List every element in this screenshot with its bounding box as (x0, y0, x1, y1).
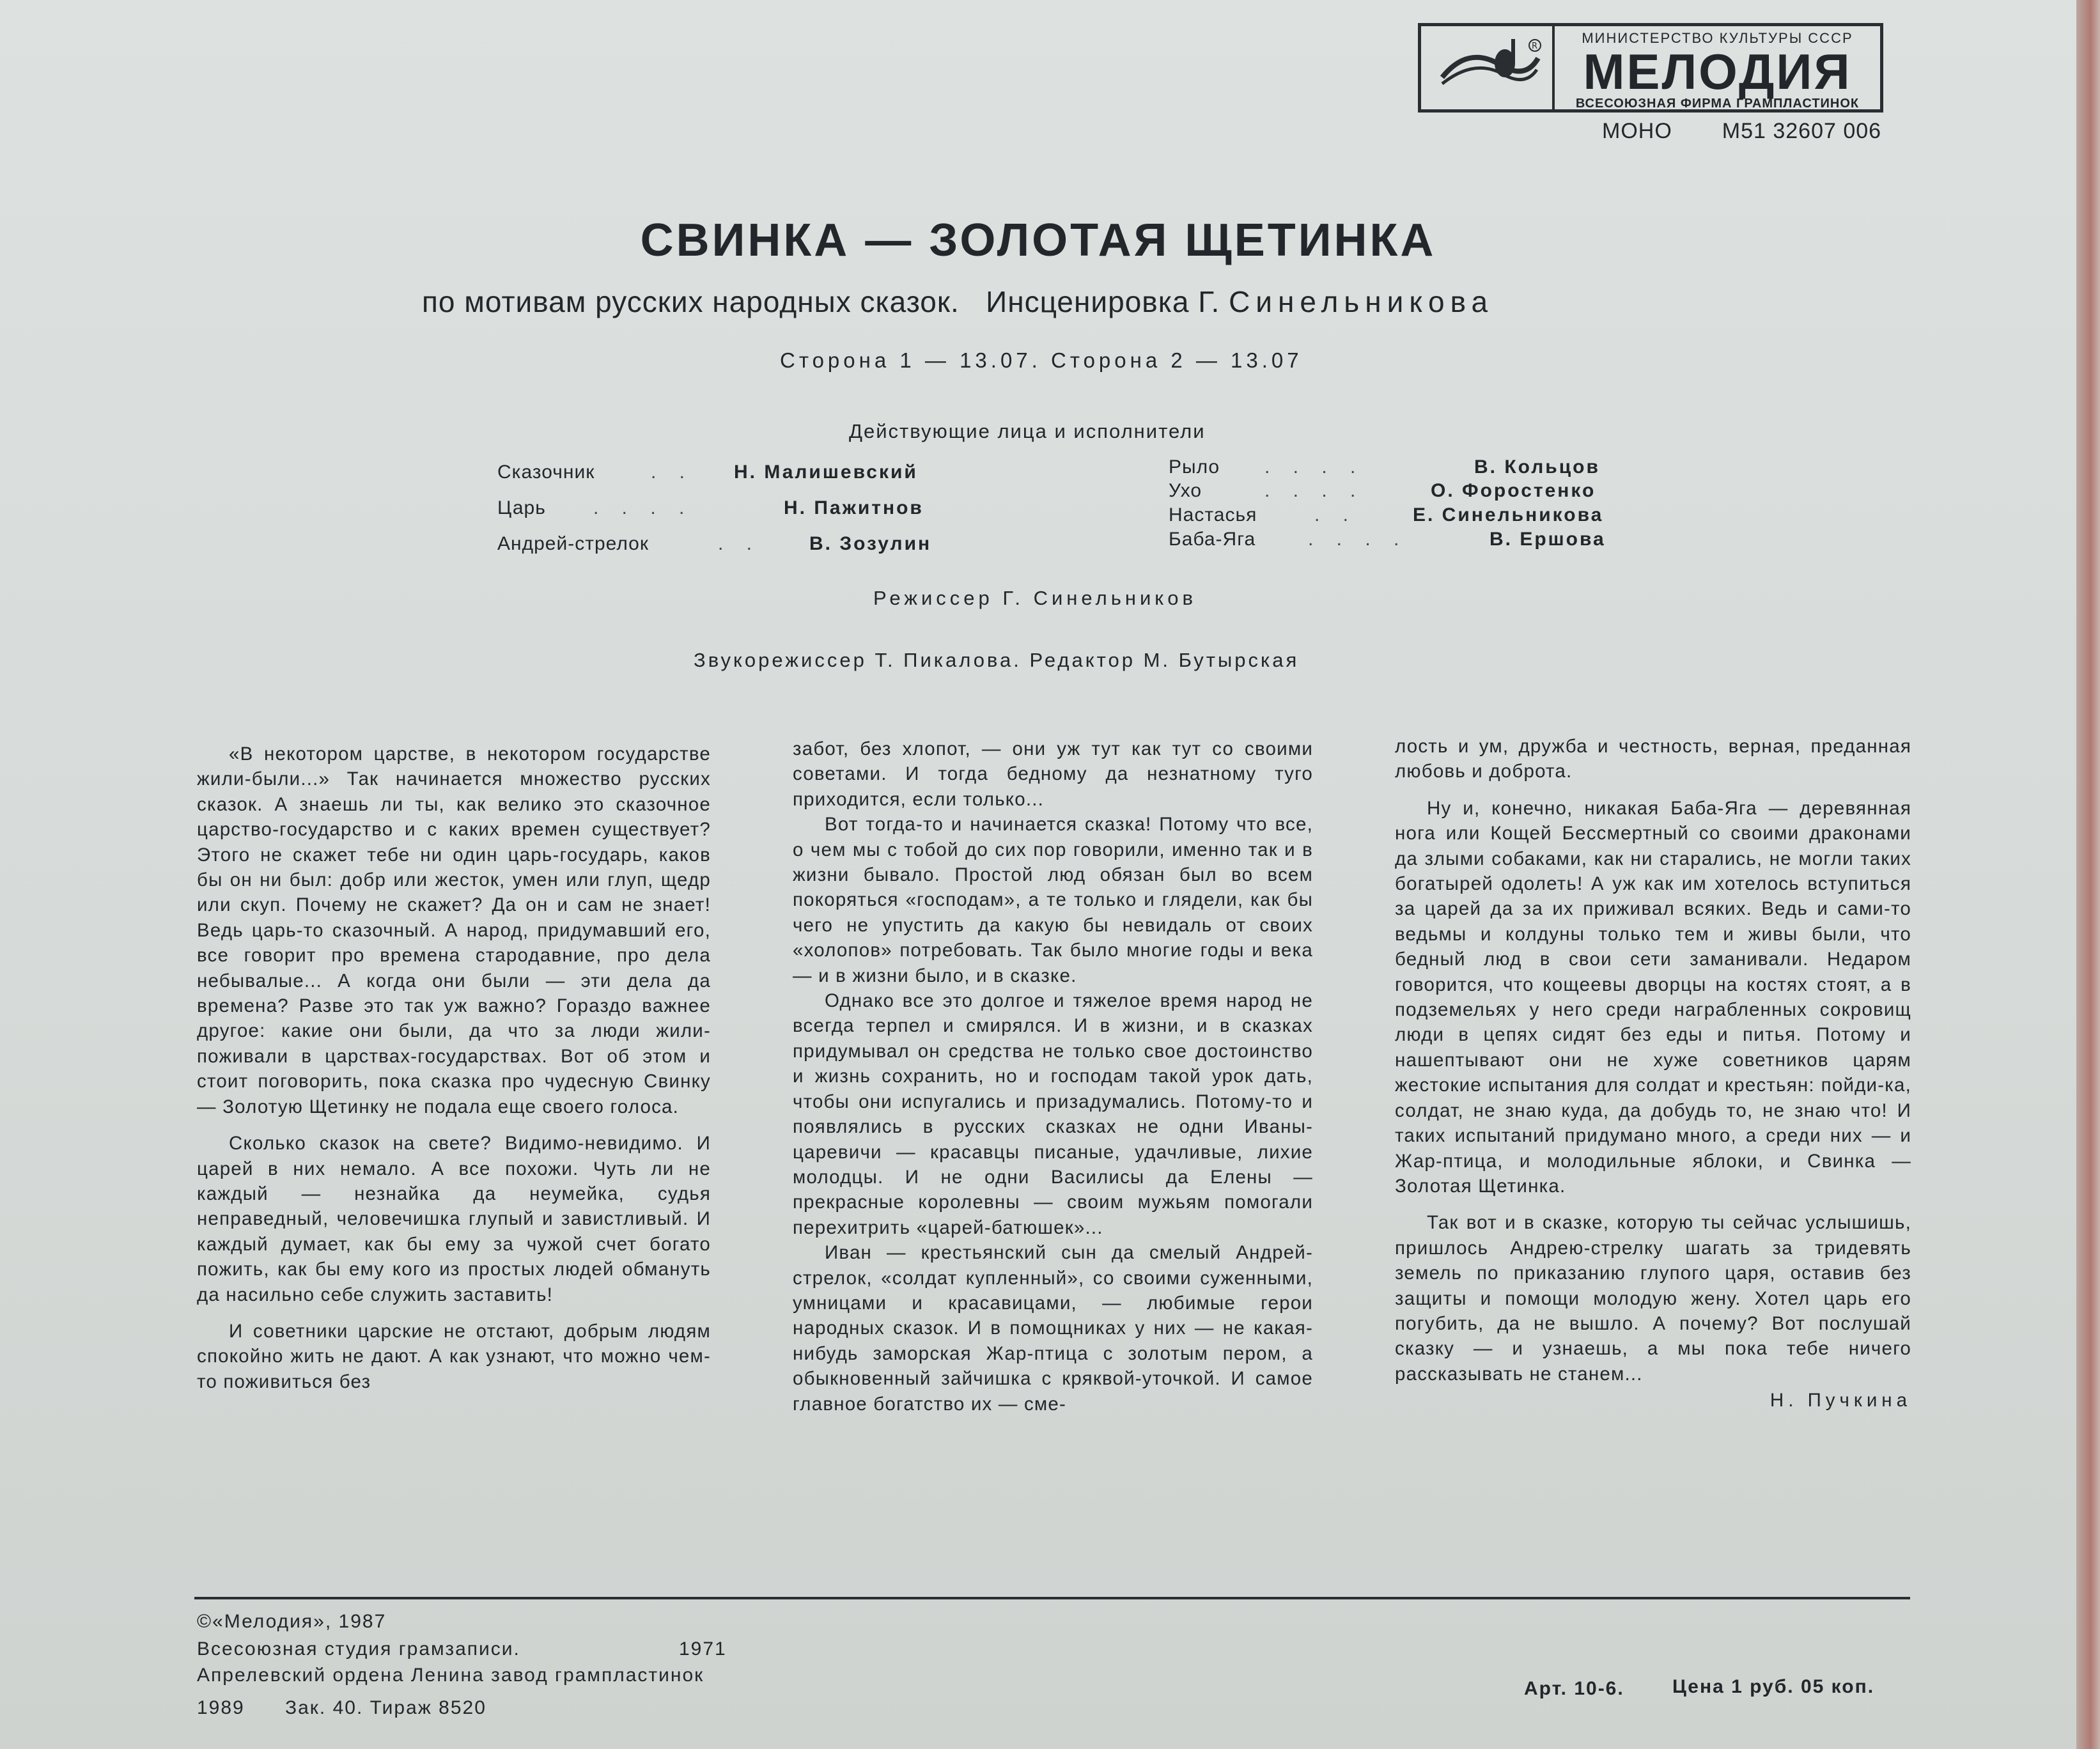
order-info: Зак. 40. Тираж 8520 (285, 1697, 486, 1718)
paragraph: Так вот и в сказке, которую ты сейчас услышишь, пришлось Андрею-стрелку шагать за тридевять земель по приказанию глупого царя, оставив без защиты и помощи молодую жену. Хотел царь его погубить, да не вышло. А почему? Вот послушай сказку — и узнаешь, а мы пока тебе ничего рассказывать не станем... (1395, 1212, 1911, 1385)
paragraph: И советники царские не отстают, добрым людям спокойно жить не дают. А как узнают, что можно чем-то поживиться без (197, 1320, 711, 1392)
cast-role: Андрей-стрелок (497, 533, 649, 554)
cast-dots: . . . . (1264, 456, 1365, 478)
paragraph: Вот тогда-то и начинается сказка! Потому что все, о чем мы с тобой до сих пор говорили, именно так и в жизни бывало. Простой люд обязан был во всем покоряться «господам», а те только и глядели, как бы чего не упустить да какую бы невидаль от своих «холопов» потребовать. Так было многие годы и века — и в жизни было, и в сказке. (793, 814, 1313, 986)
sound-editor-credit: Звукорежиссер Т. Пикалова. Редактор М. Бутырская (694, 649, 1300, 671)
subtitle-author: Синельникова (1229, 285, 1494, 318)
cast-role: Царь (497, 497, 546, 518)
text-column-3 (1395, 734, 1911, 1413)
cast-row (1169, 456, 1600, 478)
text-column-2 (793, 736, 1313, 1417)
footer-divider (194, 1597, 1910, 1599)
paragraph: Сколько сказок на свете? Видимо-невидимо. И царей в них немало. А все похожи. Чуть ли не каждый — незнайка да неумейка, судья неправедный, человечишка глупый и завистливый. И каждый думает, как бы ему за чужой счет богато пожить, как бы ему кого из простых людей обмануть да насильно себе служить заставить! (197, 1133, 711, 1305)
catalog-number: М51 32607 006 (1722, 119, 1882, 143)
album-title: СВИНКА — ЗОЛОТАЯ ЩЕТИНКА (640, 215, 1436, 266)
paragraph: «В некотором царстве, в некотором государстве жили-были...» Так начинается множество русских сказок. А знаешь ли ты, как велико это сказочное царство-государство и с каких времен существует? Этого не скажет тебе ни один царь-государь, каков бы он ни был: добр или жесток, умен или глуп, щедр или скуп. Почему не скажет? Да он и сам не знает! Ведь царь-то сказочный. А народ, придумавший его, все говорит про времена стародавние, про дела небывалые... А когда они были — эти дела да времена? Разве это так уж важно? Гораздо важнее другое: какие они были, да что за люди жили-поживали в царствах-государствах. Вот об этом и стоит поговорить, пока сказка про чудесную Свинку — Золотую Щетинку не подала еще своего голоса. (197, 743, 711, 1117)
cast-actor: В. Зозулин (809, 533, 932, 554)
melodiya-logo (1418, 23, 1883, 113)
plant: Апрелевский ордена Ленина завод грампластинок (197, 1665, 704, 1686)
logo-ministry-line: МИНИСТЕРСТВО КУЛЬТУРЫ СССР (1582, 30, 1853, 46)
print-year: 1989 (197, 1697, 245, 1718)
melodiya-emblem-icon (1421, 26, 1555, 109)
cast-row (1169, 529, 1606, 550)
subtitle-source: по мотивам русских народных сказок. (422, 285, 960, 318)
sleeve-edge (2076, 0, 2100, 1749)
cast-dots: . . (1314, 504, 1358, 525)
text-column-1 (197, 742, 711, 1394)
cast-row (497, 533, 932, 555)
cast-row (497, 462, 918, 483)
studio-year: 1971 (679, 1638, 727, 1660)
cast-actor: В. Ершова (1489, 529, 1606, 550)
paragraph: лость и ум, дружба и честность, верная, преданная любовь и доброта. (1395, 736, 1911, 782)
paragraph: Иван — крестьянский сын да смелый Андрей-стрелок, «солдат купленный», со своими суженными, умницами и красавицами, — любимые герои народных сказок. И в помощниках у них — не какая-нибудь заморская Жар-птица с золотым пером, а обыкновенный зайчишка с кряквой-уточкой. И самое главное богатство их — сме- (793, 1242, 1313, 1415)
copyright: ©«Мелодия», 1987 (197, 1611, 387, 1632)
paragraph: Ну и, конечно, никакая Баба-Яга — деревянная нога или Кощей Бессмертный со своими драконами да злыми собаками, как ни старались, не могли таких богатырей одолеть! А уж как им хотелось вступиться за царей да за их приживал всяких. Ведь и сами-то ведьмы и колдуны только тем и живы были, что бедный люд в свои сети заманивали. Недаром говорится, что кощеевы дворцы на костях стоят, а в подземельях у него среди награбленных сокровищ люди в цепях сидят без еды и питья. Потому и нашептывают они не хуже советников царям жестокие испытания для солдат и крестьян: пойди-ка, солдат, не знаю куда, да добудь то, не знаю что! И таких испытаний придумано много, а среди них — и Жар-птица, и молодильные яблоки, и Свинка — Золотая Щетинка. (1395, 797, 1911, 1197)
cast-role: Баба-Яга (1169, 529, 1256, 550)
price: Цена 1 руб. 05 коп. (1672, 1676, 1875, 1697)
paragraph: забот, без хлопот, — они уж тут как тут со своими советами. И тогда бедному да незнатному туго приходится, если только... (793, 738, 1313, 810)
cast-dots: . . . . (1264, 480, 1365, 501)
cast-row (1169, 480, 1596, 502)
cast-actor: О. Форостенко (1431, 480, 1596, 501)
cast-actor: Н. Пажитнов (784, 497, 924, 518)
cast-role: Рыло (1169, 456, 1220, 478)
subtitle-staging: Инсценировка Г. (986, 285, 1220, 318)
author-signature: Н. Пучкина (1769, 1390, 1911, 1411)
cast-dots: . . (651, 462, 694, 483)
cast-row (497, 497, 924, 519)
cast-dots: . . (718, 533, 761, 554)
cast-role: Настасья (1169, 504, 1257, 525)
logo-company-line: ВСЕСОЮЗНАЯ ФИРМА ГРАМПЛАСТИНОК (1575, 97, 1860, 111)
director-credit: Режиссер Г. Синельников (873, 587, 1197, 609)
album-subtitle (422, 284, 1493, 319)
cast-role: Ухо (1169, 480, 1202, 501)
cast-actor: Е. Синельникова (1413, 504, 1604, 525)
cast-actor: В. Кольцов (1474, 456, 1600, 478)
catalog-line (1602, 119, 1881, 144)
paragraph: Однако все это долгое и тяжелое время народ не всегда терпел и смирялся. И в жизни, и в сказках придумывал он средства не только свое достоинство и жизнь сохранить, но и господам такой урок дать, чтобы они испугались и призадумались. Потому-то и появлялись в русских сказках не одни Иваны-царевичи — красавцы писаные, удачливые, лихие молодцы. И не одни Василисы да Елены — прекрасные королевны — своим мужьям помогали перехитрить «царей-батюшек»... (793, 990, 1313, 1238)
format-label: МОНО (1602, 119, 1672, 143)
cast-dots: . . . . (1308, 529, 1408, 550)
studio: Всесоюзная студия грамзаписи. (197, 1638, 520, 1660)
cast-heading: Действующие лица и исполнители (849, 420, 1206, 442)
cast-role: Сказочник (497, 462, 595, 483)
side-durations: Сторона 1 — 13.07. Сторона 2 — 13.07 (780, 348, 1303, 372)
article: Арт. 10-6. (1524, 1678, 1624, 1699)
logo-brand: МЕЛОДИЯ (1583, 43, 1852, 100)
cast-actor: Н. Малишевский (734, 462, 918, 483)
cast-row (1169, 504, 1604, 526)
cast-dots: . . . . (593, 497, 694, 518)
svg-text:R: R (1531, 42, 1537, 51)
